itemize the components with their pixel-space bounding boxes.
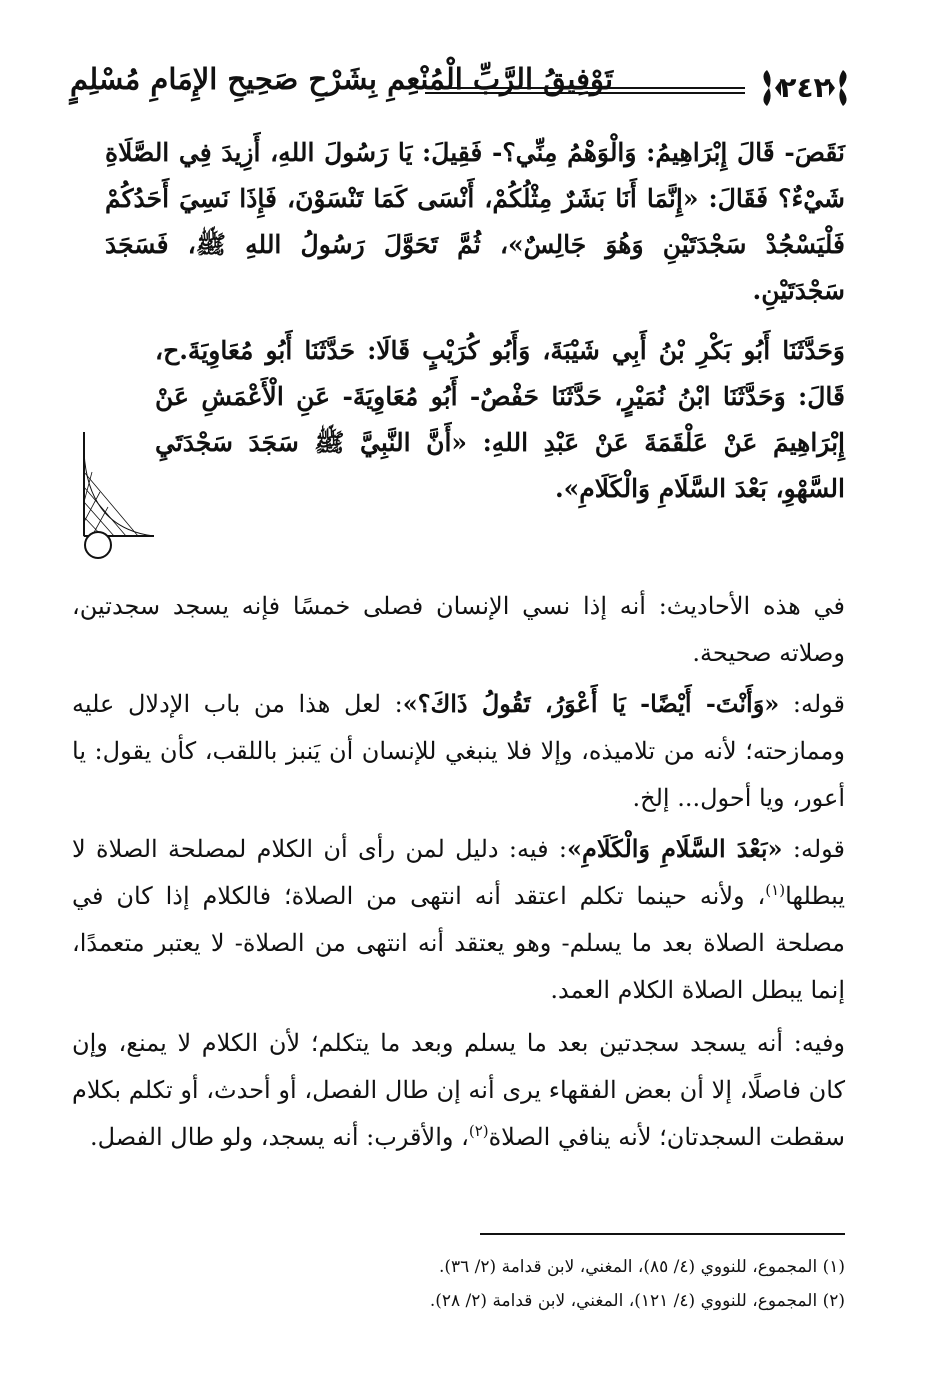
footnote-ref-2[interactable]: (٢)	[468, 1122, 489, 1140]
paragraph-lead: قوله:	[779, 690, 845, 718]
page-number: ٢٤٢	[779, 71, 831, 104]
footnote-1: (١) المجموع، للنووي (٤/ ٨٥)، المغني، لابن قدامة (٢/ ٣٦).	[438, 1257, 845, 1277]
quoted-phrase: «وَأَنْتَ- أَيْضًا- يَا أَعْوَرُ، تَقُولُ ذَاكَ؟»	[402, 689, 780, 718]
paragraph-lead: قوله:	[782, 835, 846, 863]
running-title: تَوْفِيقُ الرَّبِّ الْمُنْعِمِ بِشَرْحِ صَحِيحِ الإِمَامِ مُسْلِمٍ	[70, 62, 614, 96]
paragraph-body: ، ولأنه حينما تكلم اعتقد أنه انتهى من الصلاة؛ فالكلام إذا كان في مصلحة الصلاة بعد ما يسلم- وهو يعتقد أنه انتهى من الصلاة- لا يعتبر متعمدًا، إنما يبطل الصلاة الكلام العمد.	[72, 882, 845, 1004]
footnotes	[72, 1250, 845, 1318]
commentary-paragraph-1: في هذه الأحاديث: أنه إذا نسي الإنسان فصلى خمسًا فإنه يسجد سجدتين، وصلاته صحيحة.	[72, 592, 845, 667]
hadith-text-2: وَحَدَّثَنَا أَبُو بَكْرِ بْنُ أَبِي شَيْبَةَ، وَأَبُو كُرَيْبٍ قَالَا: حَدَّثَنَا أَبُو مُعَاوِيَةَ.ح، قَالَ: وَحَدَّثَنَا ابْنُ نُمَيْرٍ، حَدَّثَنَا حَفْصٌ- أَبُو مُعَاوِيَةَ- عَنِ الْأَعْمَشِ عَنْ إِبْرَاهِيمَ عَنْ عَلْقَمَةَ عَنْ عَبْدِ اللهِ: «أَنَّ النَّبِيَّ ﷺ سَجَدَ سَجْدَتَيِ السَّهْوِ، بَعْدَ السَّلَامِ وَالْكَلَامِ».	[155, 336, 845, 503]
footnote-ref-1[interactable]: (١)	[765, 881, 786, 899]
paragraph-body: وفيه: أنه يسجد سجدتين بعد ما يسلم وبعد ما يتكلم؛ لأن الكلام لا يمنع، وإن كان فاصلًا، إلا أن بعض الفقهاء يرى أنه إن طال الفصل، أو أحدث، أو تكلم بكلام سقطت السجدتان؛ لأنه ينافي الصلاة	[72, 1029, 845, 1151]
commentary-paragraph-4	[72, 1020, 845, 1161]
paragraph-body: ، والأقرب: أنه يسجد، ولو طال الفصل.	[89, 1123, 469, 1151]
footnote-separator	[480, 1233, 845, 1235]
quoted-phrase: «بَعْدَ السَّلَامِ وَالْكَلَامِ»	[567, 834, 783, 863]
paragraph-body: : فيه: دليل لمن رأى أن الكلام لمصلحة الصلاة لا يبطلها	[72, 835, 845, 910]
commentary-paragraph-3	[72, 825, 845, 1014]
hadith-text-1: نَقَصَ- قَالَ إِبْرَاهِيمُ: وَالْوَهْمُ مِنِّي؟- فَقِيلَ: يَا رَسُولَ اللهِ، أَزِيدَ فِي الصَّلَاةِ شَيْءٌ؟ فَقَالَ: «إِنَّمَا أَنَا بَشَرٌ مِثْلُكُمْ، أَنْسَى كَمَا تَنْسَوْنَ، فَإِذَا نَسِيَ أَحَدُكُمْ فَلْيَسْجُدْ سَجْدَتَيْنِ وَهُوَ جَالِسٌ»، ثُمَّ تَحَوَّلَ رَسُولُ اللهِ ﷺ، فَسَجَدَ سَجْدَتَيْنِ.	[105, 138, 845, 305]
paragraph-body: : لعل هذا من باب الإدلال عليه وممازحته؛ لأنه من تلاميذه، وإلا فلا ينبغي للإنسان أن يَنبز باللقب، كأن يقول: يا أعور، ويا أحول... إلخ.	[72, 690, 845, 812]
page-header	[70, 60, 855, 120]
corner-ornament-icon	[78, 432, 154, 562]
footnote-2: (٢) المجموع، للنووي (٤/ ١٢١)، المغني، لابن قدامة (٢/ ٢٨).	[429, 1291, 845, 1311]
page-number-ornament	[755, 66, 855, 110]
commentary-paragraph-2	[72, 680, 845, 822]
